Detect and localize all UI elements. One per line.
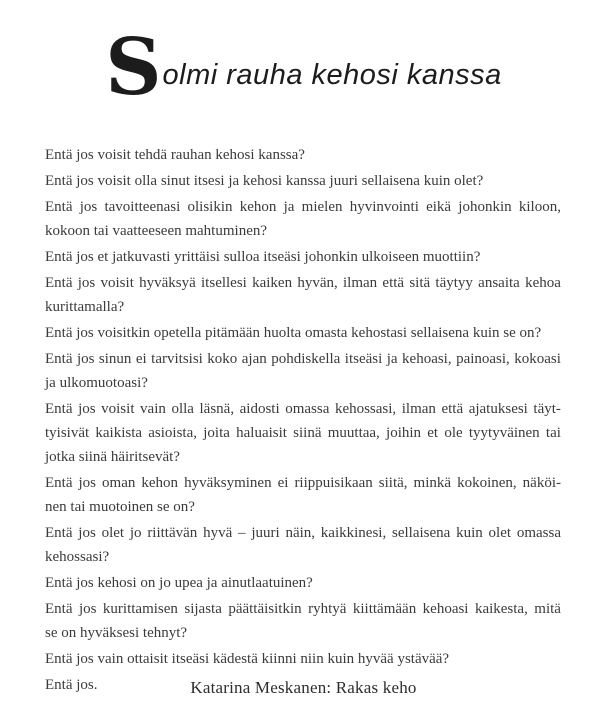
text-line: se on hyväksesi tehnyt? <box>45 625 188 641</box>
text-line: Entä jos voisit vain olla läsnä, aidosti omassa kehossasi, ilman että ajatuksesi täyt- <box>45 401 561 417</box>
text-line: Entä jos tavoitteenasi olisikin kehon ja mielen hyvinvointi eikä johonkin kiloon, <box>45 199 561 215</box>
paragraph <box>45 597 561 645</box>
page-title <box>0 22 607 113</box>
paragraph <box>45 169 561 193</box>
text-line: Entä jos voisit tehdä rauhan kehosi kanssa? <box>45 147 305 163</box>
paragraph <box>45 647 561 671</box>
body-text <box>45 143 561 699</box>
text-line: tyisivät kaikista asioista, joita haluaisit siinä muuttaa, joihin et ole tyytyväinen tai <box>45 425 561 441</box>
title-text: olmi rauha kehosi kanssa <box>162 59 502 91</box>
paragraph <box>45 571 561 595</box>
text-line: Entä jos vain ottaisit itseäsi kädestä kiinni niin kuin hyvää ystävää? <box>45 651 450 667</box>
text-line: Entä jos voisit olla sinut itsesi ja kehosi kanssa juuri sellaisena kuin olet? <box>45 173 484 189</box>
paragraph <box>45 195 561 243</box>
text-line: Entä jos sinun ei tarvitsisi koko ajan pohdiskella itseäsi ja kehoasi, painoasi, kokoasi <box>45 351 561 367</box>
paragraph <box>45 521 561 569</box>
text-line: ja ulkomuotoasi? <box>45 375 148 391</box>
text-line: Entä jos et jatkuvasti yrittäisi sulloa itseäsi johonkin ulkoiseen muottiin? <box>45 249 481 265</box>
text-line: Entä jos kurittamisen sijasta päättäisitkin ryhtyä kiittämään kehoasi kaikesta, mitä <box>45 601 561 617</box>
paragraph <box>45 321 561 345</box>
text-line: kehossasi? <box>45 549 110 565</box>
text-line: Entä jos voisitkin opetella pitämään huolta omasta kehostasi sellaisena kuin se on? <box>45 325 542 341</box>
text-line: kurittamalla? <box>45 299 125 315</box>
text-line: Entä jos voisit hyväksyä itsellesi kaiken hyvän, ilman että sitä täytyy ansaita kehoa <box>45 275 561 291</box>
title-drop-cap: S <box>105 22 162 113</box>
text-line: Entä jos oman kehon hyväksyminen ei riippuisikaan siitä, minkä kokoinen, näköi- <box>45 475 561 491</box>
text-line: jotka siinä häiritsevät? <box>45 449 180 465</box>
book-attribution: Katarina Meskanen: Rakas keho <box>190 678 417 697</box>
text-line: Entä jos kehosi on jo upea ja ainutlaatuinen? <box>45 575 313 591</box>
text-line: Entä jos olet jo riittävän hyvä – juuri näin, kaikkinesi, sellaisena kuin olet omassa <box>45 525 561 541</box>
paragraph <box>45 271 561 319</box>
paragraph <box>45 397 561 469</box>
text-line: Entä jos. <box>45 677 98 693</box>
paragraph <box>45 245 561 269</box>
text-line: nen tai muotoinen se on? <box>45 499 195 515</box>
paragraph <box>45 347 561 395</box>
paragraph <box>45 143 561 167</box>
paragraph <box>45 471 561 519</box>
text-line: kokoon tai vaatteeseen mahtuminen? <box>45 223 268 239</box>
